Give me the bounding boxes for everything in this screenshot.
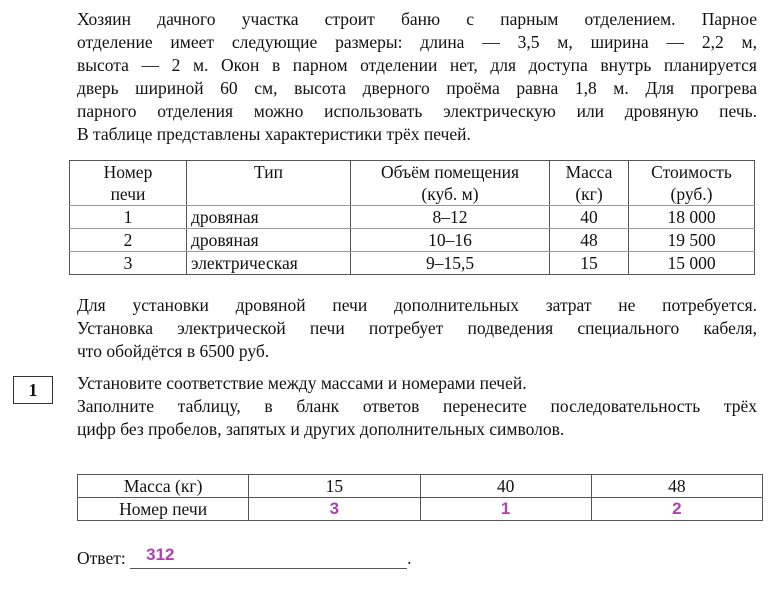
answer-cell[interactable]: 1: [420, 498, 591, 521]
text-line: В таблице представлены характеристики трёх печей.: [77, 124, 471, 144]
text-line: Заполните таблицу, в бланк ответов перенесите последовательность трёх: [77, 396, 757, 416]
task-number-box: 1: [13, 376, 53, 404]
table-row: [70, 206, 755, 229]
cell: 15 000: [629, 252, 755, 275]
cell: 40: [550, 206, 629, 229]
cell: 15: [550, 252, 629, 275]
header-cell: Масса (кг): [550, 161, 629, 206]
table-row: [78, 475, 763, 498]
cell: Масса (кг): [78, 475, 249, 498]
text-line: Установите соответствие между массами и номерами печей.: [77, 373, 527, 393]
text-line: парного отделения можно использовать электрическую или дровяную печь.: [77, 101, 757, 121]
task-paragraph: [77, 372, 757, 441]
cell: 9–15,5: [351, 252, 550, 275]
cell: 15: [249, 475, 420, 498]
header-cell: Объём помещения (куб. м): [351, 161, 550, 206]
cell: 2: [70, 229, 187, 252]
text-line: цифр без пробелов, запятых и других дополнительных символов.: [77, 419, 565, 439]
answer-line: [77, 545, 412, 569]
text-line: высота — 2 м. Окон в парном отделении нет, для доступа внутрь планируется: [77, 55, 757, 75]
installation-paragraph: [77, 294, 757, 363]
cell: 19 500: [629, 229, 755, 252]
table-row: [70, 229, 755, 252]
cell: 40: [420, 475, 591, 498]
text-line: Хозяин дачного участка строит баню с парным отделением. Парное: [77, 9, 757, 29]
cell: 3: [70, 252, 187, 275]
table-row: [78, 498, 763, 521]
table-header: [70, 161, 755, 206]
answer-end: .: [407, 548, 412, 568]
cell: 48: [550, 229, 629, 252]
answer-field[interactable]: [130, 545, 407, 569]
cell: 10–16: [351, 229, 550, 252]
header-cell: Номер печи: [70, 161, 187, 206]
cell: дровяная: [187, 206, 351, 229]
text-line: отделение имеет следующие размеры: длина — 3,5 м, ширина — 2,2 м,: [77, 32, 757, 52]
cell: 48: [591, 475, 762, 498]
header-cell: Тип: [187, 161, 351, 206]
text-line: что обойдётся в 6500 руб.: [77, 341, 270, 361]
cell: 18 000: [629, 206, 755, 229]
text-line: дверь шириной 60 см, высота дверного проёма равна 1,8 м. Для прогрева: [77, 78, 757, 98]
cell: Номер печи: [78, 498, 249, 521]
cell: 8–12: [351, 206, 550, 229]
matching-table: [77, 474, 763, 521]
answer-cell[interactable]: 2: [591, 498, 762, 521]
text-line: Установка электрической печи потребует подведения специального кабеля,: [77, 318, 757, 338]
cell: электрическая: [187, 252, 351, 275]
cell: 1: [70, 206, 187, 229]
answer-label: Ответ:: [77, 548, 126, 568]
intro-paragraph: [77, 8, 757, 146]
answer-cell[interactable]: 3: [249, 498, 420, 521]
cell: дровяная: [187, 229, 351, 252]
stoves-table: [69, 160, 755, 275]
text-line: Для установки дровяной печи дополнительных затрат не потребуется.: [77, 295, 757, 315]
table-row: [70, 252, 755, 275]
answer-value: 312: [146, 545, 175, 564]
header-cell: Стоимость (руб.): [629, 161, 755, 206]
